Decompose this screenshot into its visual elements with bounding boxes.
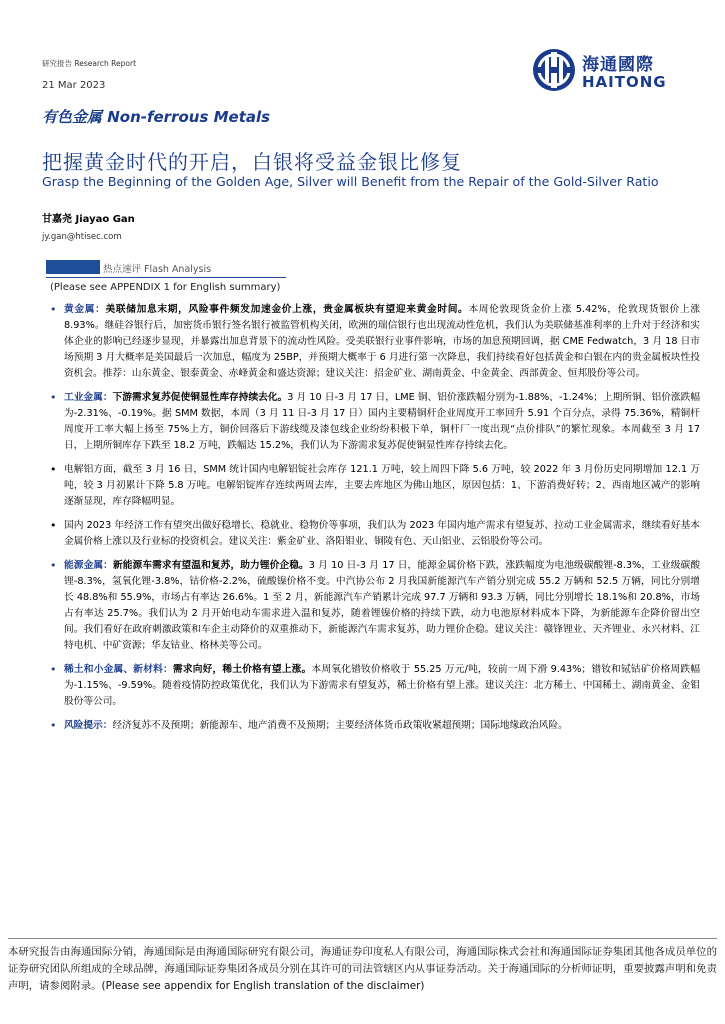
bullet-body: 3 月 10 日-3 月 17 日，能源金属价格下跌，涨跌幅度为电池级碳酸锂-8.3%，工业级碳酸锂-8.3%，氢氧化锂-3.8%，钴价格-2.2%，硫酸镍价格不变。中汽协公布 2 月我国新能源汽车产销分别完成 55.2 万辆和 52.5 万辆，同比分别增长 48.8%和 55.9%，市场占有率达 26.6%。1 至 2 月，新能源汽车产销累计完成 97.7 万辆和 93.3 万辆，同比分别增长 18.1%和 20.8%，市场占有率达 25.7%。我们认为 2 月开始电动车需求进入温和复苏，随着锂镍价格的持续下跌，动力电池原材料成本下降，为新能源车企降价留出空间。我们看好在政府刺激政策和车企主动降价的双重推动下，新能源汽车需求复苏，助力锂价企稳。建议关注：赣锋锂业、天齐锂业、永兴材料、江特电机、中矿资源；华友钴业、格林美等公司。 [64, 560, 701, 651]
report-date: 21 Mar 2023 [42, 80, 106, 91]
bullet-dot-icon: • [50, 719, 57, 732]
title-cn: 把握黄金时代的开启，白银将受益金银比修复 [42, 150, 462, 174]
report-type: 研究报告 Research Report [42, 59, 137, 68]
bullet-dot-icon: • [50, 391, 57, 404]
sector-label: 有色金属 Non-ferrous Metals [42, 108, 271, 126]
author-email[interactable]: jy.gan@htisec.com [42, 232, 122, 242]
bullet-lead: 稀土和小金属、新材料： [64, 664, 173, 675]
title-en: Grasp the Beginning of the Golden Age, Silver will Benefit from the Repair of the Gold-Silver Ratio [42, 174, 659, 189]
bullet-item [50, 662, 700, 710]
bullet-item [50, 390, 700, 454]
bullet-lead: 工业金属： [64, 392, 113, 403]
bullet-lead: 黄金属： [64, 304, 106, 315]
flash-bar [46, 260, 100, 274]
bullet-body: 电解铝方面，截至 3 月 16 日，SMM 统计国内电解铝锭社会库存 121.1 万吨，较上周四下降 5.6 万吨，较 2022 年 3 月份历史同期增加 12.1 万吨，较 3 月初累计下降 5.8 万吨。电解铝锭库存连续两周去库，主要去库地区为佛山地区，原因包括：1、下游消费好转；2、西南地区减产的影响逐渐显现，库存降幅明显。 [64, 464, 700, 507]
bullet-item [50, 558, 700, 654]
bullet-key-point: 下游需求复苏促使铜显性库存持续去化。 [112, 392, 288, 403]
bullet-dot-icon: • [50, 463, 57, 476]
bullet-body: 国内 2023 年经济工作有望突出做好稳增长、稳就业、稳物价等事项，我们认为 2023 年国内地产需求有望复苏、拉动工业金属需求，继续看好基本金属价格上涨以及行业标的投资机会。建议关注：紫金矿业、洛阳钼业、铜陵有色、天山铝业、云铝股份等公司。 [64, 520, 700, 547]
logo-text-cn: 海通國際 [582, 55, 654, 75]
bullet-list [50, 302, 700, 742]
disclaimer-footer: 本研究报告由海通国际分销，海通国际是由海通国际研究有限公司，海通证券印度私人有限公司，海通国际株式会社和海通国际证券集团其他各成员单位的证券研究团队所组成的全球品牌，海通国际证券集团各成员分别在其许可的司法管辖区内从事证券活动。关于海通国际的分析师证明，重要披露声明和免责声明，请参阅附录。(Please see appendix for English translation of the disclaimer) [8, 946, 717, 992]
haitong-logo [532, 48, 682, 94]
logo-text-en: HAITONG [582, 73, 667, 91]
bullet-dot-icon: • [50, 303, 57, 316]
bullet-body: 3 月 10 日-3 月 17 日，LME 铜、铝价涨跌幅分别为-1.88%、-1.24%；上期所铜、铝价涨跌幅为-2.31%、-0.19%。据 SMM 数据，本周（3 月 11 日-3 月 17 日）国内主要精铜杆企业周度开工率回升 5.91 个百分点，录得 75.36%，精铜杆周度开工率大幅上扬至 75%上方，铜价回落后下游线缆及漆包线企业纷纷积极下单，铜杆厂一度出现“点价排队”的繁忙现象。本周截至 3 月 17 日，上期所铜库存下跌至 18.2 万吨，跌幅达 15.2%，我们认为下游需求复苏促使铜显性库存持续去化。 [64, 392, 701, 451]
bullet-lead: 风险提示： [64, 720, 113, 731]
appendix-note: (Please see APPENDIX 1 for English summary) [50, 282, 281, 293]
bullet-dot-icon: • [50, 663, 57, 676]
bullet-item [50, 518, 700, 550]
bullet-body: 本周氧化镨钕价格收于 55.25 万元/吨，较前一周下滑 9.43%；镨钕和铽钴矿价格周跌幅为-1.15%、-9.59%。随着疫情防控政策优化，我们认为下游需求有望复苏，稀土价格有望上涨。建议关注：北方稀土、中国稀土、湖南黄金、金钼股份等公司。 [64, 664, 701, 707]
bullet-item [50, 462, 700, 510]
bullet-key-point: 美联储加息末期，风险事件频发加速金价上涨，贵金属板块有望迎来黄金时间。 [105, 304, 469, 315]
bullet-lead: 能源金属： [64, 560, 113, 571]
bullet-key-point: 新能源车需求有望温和复苏，助力锂价企稳。 [112, 560, 309, 571]
bullet-dot-icon: • [50, 519, 57, 532]
bullet-key-point: 需求向好，稀土价格有望上涨。 [172, 664, 312, 675]
flash-analysis-label: 热点速评 Flash Analysis [103, 264, 212, 275]
bullet-item [50, 718, 700, 734]
footer-divider [8, 938, 717, 939]
haitong-logo-icon [532, 48, 576, 92]
bullet-body: 本周伦敦现货金价上涨 5.42%，伦敦现货银价上涨 8.93%。继硅谷银行后，加密货币银行签名银行被监管机构关闭，欧洲的瑞信银行也出现流动性危机，我们认为美联储基准利率的上升对于经济和实体企业的影响已经逐步显现，并暴露出加息背景下的流动性风险。受美联银行业事件影响，市场的加息预期回调，据 CME Fedwatch，3 月 18 日市场预期 3 月大概率是美国最后一次加息，幅度为 25BP，并预期大概率于 6 月进行第一次降息，我们持续看好包括黄金和白银在内的贵金属板块性投资机会。推荐：山东黄金、银泰黄金、赤峰黄金和盛达资源；建议关注：招金矿业、湖南黄金、中金黄金、西部黄金、恒邦股份等公司。 [64, 304, 701, 379]
author: 甘嘉尧 Jiayao Gan [42, 214, 135, 225]
bullet-dot-icon: • [50, 559, 57, 572]
bullet-body: 经济复苏不及预期；新能源车、地产消费不及预期；主要经济体货币政策收紧超预期；国际地缘政治风险。 [112, 720, 568, 731]
divider [46, 277, 286, 278]
bullet-item [50, 302, 700, 382]
